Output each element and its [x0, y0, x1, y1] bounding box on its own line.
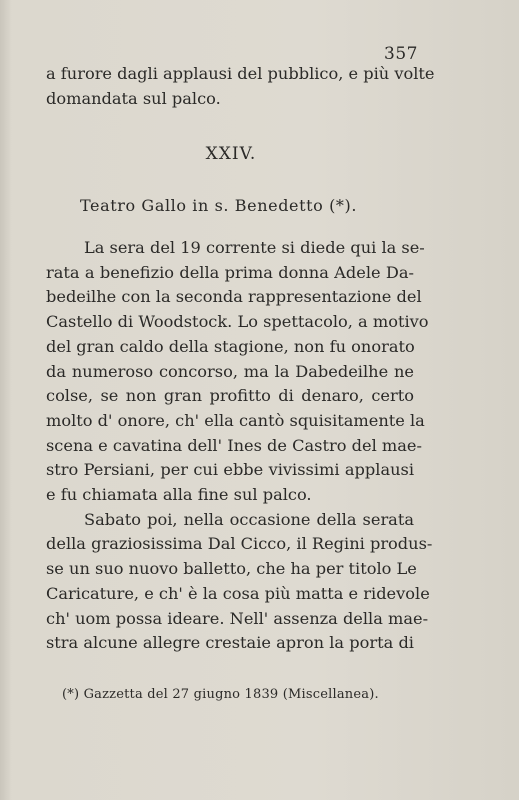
- text-line: Caricature, e ch' è la cosa più matta e ridevole: [46, 583, 430, 603]
- section-title: Teatro Gallo in s. Benedetto (*).: [80, 196, 358, 215]
- text-line: a furore dagli applausi del pubblico, e più volte: [46, 64, 435, 83]
- text-line: stra alcune allegre crestaie apron la porta di: [46, 633, 414, 653]
- intro-paragraph: [46, 62, 435, 111]
- text-line: Castello di Woodstock. Lo spettacolo, a motivo: [46, 312, 429, 332]
- text-line: scena e cavatina dell' Ines de Castro del mae-: [46, 435, 422, 455]
- body-text: [46, 236, 433, 656]
- text-line: stro Persiani, per cui ebbe vivissimi applausi: [46, 460, 414, 480]
- text-line: se un suo nuovo balletto, che ha per titolo Le: [46, 559, 417, 579]
- text-line: domandata sul palco.: [46, 88, 221, 108]
- text-line: Sabato poi, nella occasione della serata: [84, 509, 414, 529]
- page-number: 357: [384, 44, 418, 64]
- text-line: La sera del 19 corrente si diede qui la se-: [84, 238, 425, 257]
- text-line: della graziosissima Dal Cicco, il Regini produs-: [46, 534, 433, 554]
- text-line: molto d' onore, ch' ella cantò squisitamente la: [46, 410, 425, 430]
- text-line: ch' uom possa ideare. Nell' assenza della mae-: [46, 608, 429, 628]
- text-line: da numeroso concorso, ma la Dabedeilhe ne: [46, 361, 414, 381]
- text-line: rata a benefizio della prima donna Adele Da-: [46, 262, 414, 282]
- text-line: del gran caldo della stagione, non fu onorato: [46, 336, 415, 356]
- text-line: e fu chiamata alla fine sul palco.: [46, 485, 312, 505]
- footnote: (*) Gazzetta del 27 giugno 1839 (Miscellanea).: [62, 687, 379, 702]
- section-number: XXIV.: [205, 144, 257, 164]
- text-line: colse, se non gran profitto di denaro, certo: [46, 386, 414, 406]
- text-line: bedeilhe con la seconda rappresentazione del: [46, 287, 422, 307]
